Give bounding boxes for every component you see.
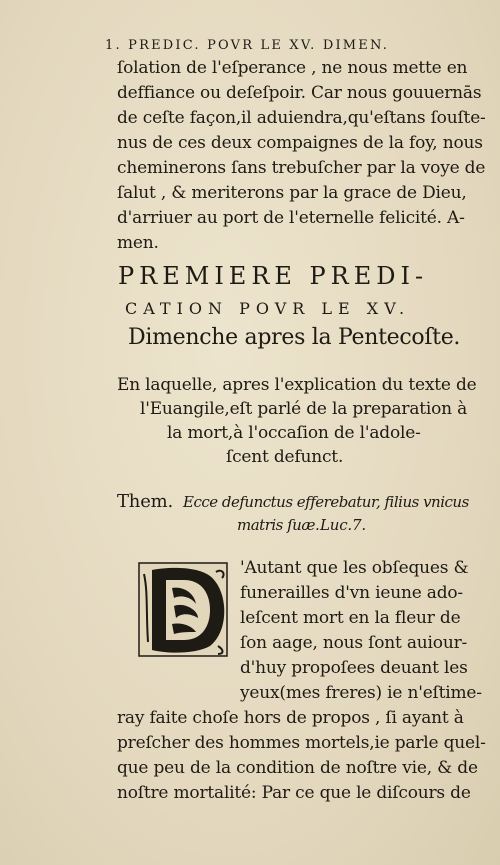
sermon-title-line1: PREMIERE PREDI- xyxy=(118,262,429,290)
text-line: d'huy propoſees deuant les xyxy=(240,658,468,678)
sermon-title-line3: Dimenche apres la Pentecoſte. xyxy=(128,325,461,350)
text-line: men. xyxy=(117,233,159,253)
dropcap-d-ornament xyxy=(138,562,228,657)
running-head: 1. PREDIC. POVR LE XV. DIMEN. xyxy=(105,38,390,53)
text-line: que peu de la condition de noſtre vie, & de xyxy=(117,758,478,778)
text-line: ſolation de l'eſperance , ne nous mette en xyxy=(117,58,468,78)
sermon-title-line2: CATION POVR LE XV. xyxy=(125,299,411,318)
summary-line: l'Euangile,eſt parlé de la preparation à xyxy=(140,399,468,419)
text-line: de ceſte façon,il aduiendra,qu'eſtans ſouſte- xyxy=(117,108,486,128)
text-line: leſcent mort en la fleur de xyxy=(240,608,461,628)
text-line: ſalut , & meriterons par la grace de Dieu, xyxy=(117,183,467,203)
theme-label: Them. xyxy=(117,491,174,512)
text-line: ray faite choſe hors de propos , ſi ayant à xyxy=(117,708,464,728)
summary-line: la mort,à l'occaſion de l'adole- xyxy=(167,423,421,443)
text-line: deffiance ou deſeſpoir. Car nous gouuernās xyxy=(117,83,482,103)
text-line: preſcher des hommes mortels,ie parle quel- xyxy=(117,733,486,753)
theme-quote: matris ſuæ. xyxy=(237,516,320,534)
theme-reference: Luc.7. xyxy=(320,516,366,534)
theme-quote: Ecce defunctus efferebatur, filius vnicus xyxy=(183,493,469,511)
text-line: ſon aage, nous ſont auiour- xyxy=(240,633,468,653)
text-line: 'Autant que les obſeques & xyxy=(240,558,469,578)
text-line: d'arriuer au port de l'eternelle felicité. A- xyxy=(117,208,465,228)
text-line: yeux(mes freres) ie n'eſtime- xyxy=(240,683,482,703)
summary-line: ſcent defunct. xyxy=(226,447,344,467)
text-line: cheminerons ſans trebuſcher par la voye de xyxy=(117,158,486,178)
text-line: noſtre mortalité: Par ce que le diſcours de xyxy=(117,783,471,803)
summary-line: En laquelle, apres l'explication du texte de xyxy=(117,375,477,395)
text-line: funerailles d'vn ieune ado- xyxy=(240,583,463,603)
text-line: nus de ces deux compaignes de la foy, nous xyxy=(117,133,483,153)
